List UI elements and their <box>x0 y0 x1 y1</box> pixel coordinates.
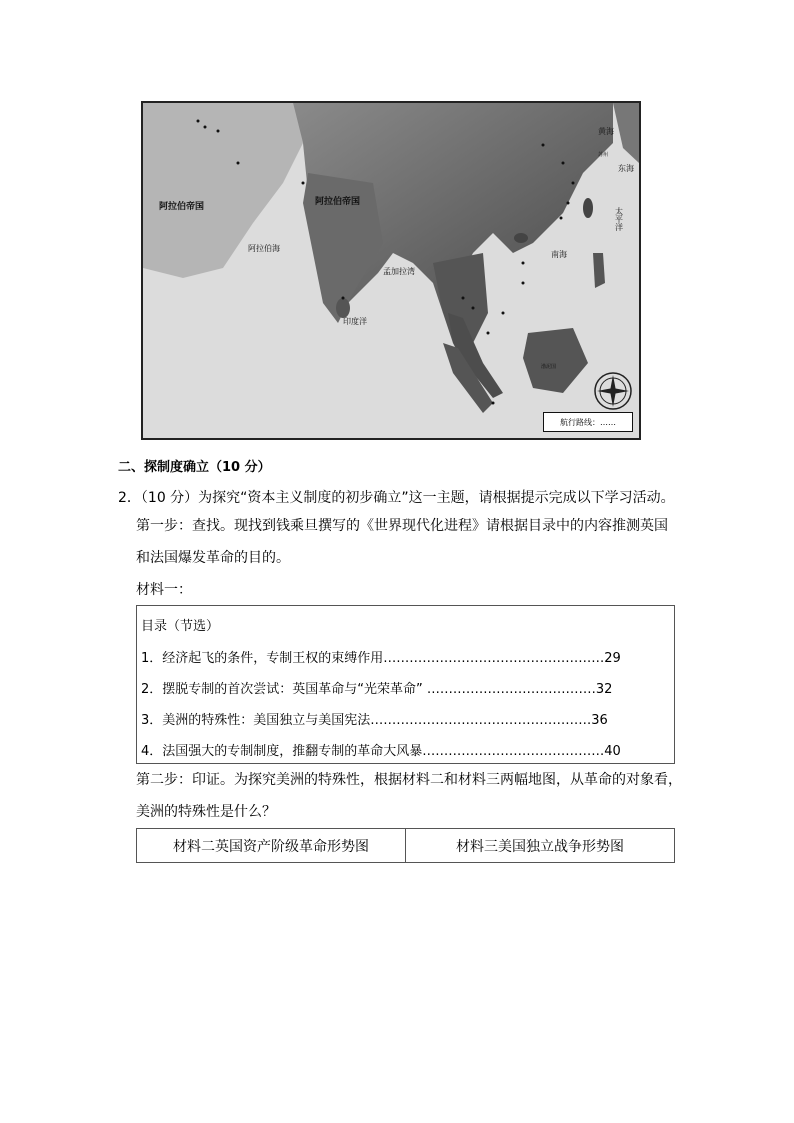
material-3-cell: 材料三美国独立战争形势图 <box>405 829 674 862</box>
step-2-line-2: 美洲的特殊性是什么？ <box>136 804 276 820</box>
map-figure <box>141 101 641 440</box>
question-line-1: 2．（10 分）为探究“资本主义制度的初步确立”这一主题，请根据提示完成以下学习活动。 <box>118 490 675 506</box>
map-label-borneo: 渤泥国 <box>541 364 557 370</box>
question-line-2: 第一步：查找。现找到钱乘旦撰写的《世界现代化进程》请根据目录中的内容推测英国 <box>136 518 668 534</box>
map-label-yellow-sea: 黄海 <box>598 127 614 136</box>
material-1-label: 材料一： <box>136 582 192 598</box>
toc-item-2: 2．摆脱专制的首次尝试：英国革命与“光荣革命” …………………………………32 <box>141 682 613 697</box>
toc-item-3: 3．美洲的特殊性：美国独立与美国宪法……………………………………………36 <box>141 713 608 728</box>
map-label-indian-ocean: 印度洋 <box>343 317 367 326</box>
map-label-arabia: 阿拉伯帝国 <box>159 202 205 212</box>
map-label-south-sea: 南海 <box>551 250 567 259</box>
question-line-3: 和法国爆发革命的目的。 <box>136 550 290 566</box>
compass-icon <box>595 373 631 409</box>
toc-box <box>136 605 675 764</box>
map-label-arabia-2: 阿拉伯帝国 <box>315 197 361 207</box>
map-label-suzhou: 苏州 <box>598 152 609 158</box>
section-title: 二、探制度确立（10 分） <box>118 460 271 475</box>
map-label-bay-of-bengal: 孟加拉湾 <box>383 267 415 276</box>
map-label-east-sea: 东海 <box>618 164 634 173</box>
step-2-line-1: 第二步：印证。为探究美洲的特殊性，根据材料二和材料三两幅地图，从革命的对象看， <box>136 772 682 788</box>
toc-item-1: 1．经济起飞的条件，专制王权的束缚作用……………………………………………29 <box>141 651 621 666</box>
toc-title: 目录（节选） <box>141 619 220 634</box>
materials-table <box>136 828 675 863</box>
map-label-pacific: 太平洋 <box>615 207 623 232</box>
material-2-cell: 材料二英国资产阶级革命形势图 <box>173 838 369 855</box>
map-legend: 航行路线：…… <box>543 412 633 432</box>
map-label-arabian-sea: 阿拉伯海 <box>248 244 280 253</box>
toc-item-4: 4．法国强大的专制制度，推翻专制的革命大风暴……………………………………40 <box>141 744 621 759</box>
